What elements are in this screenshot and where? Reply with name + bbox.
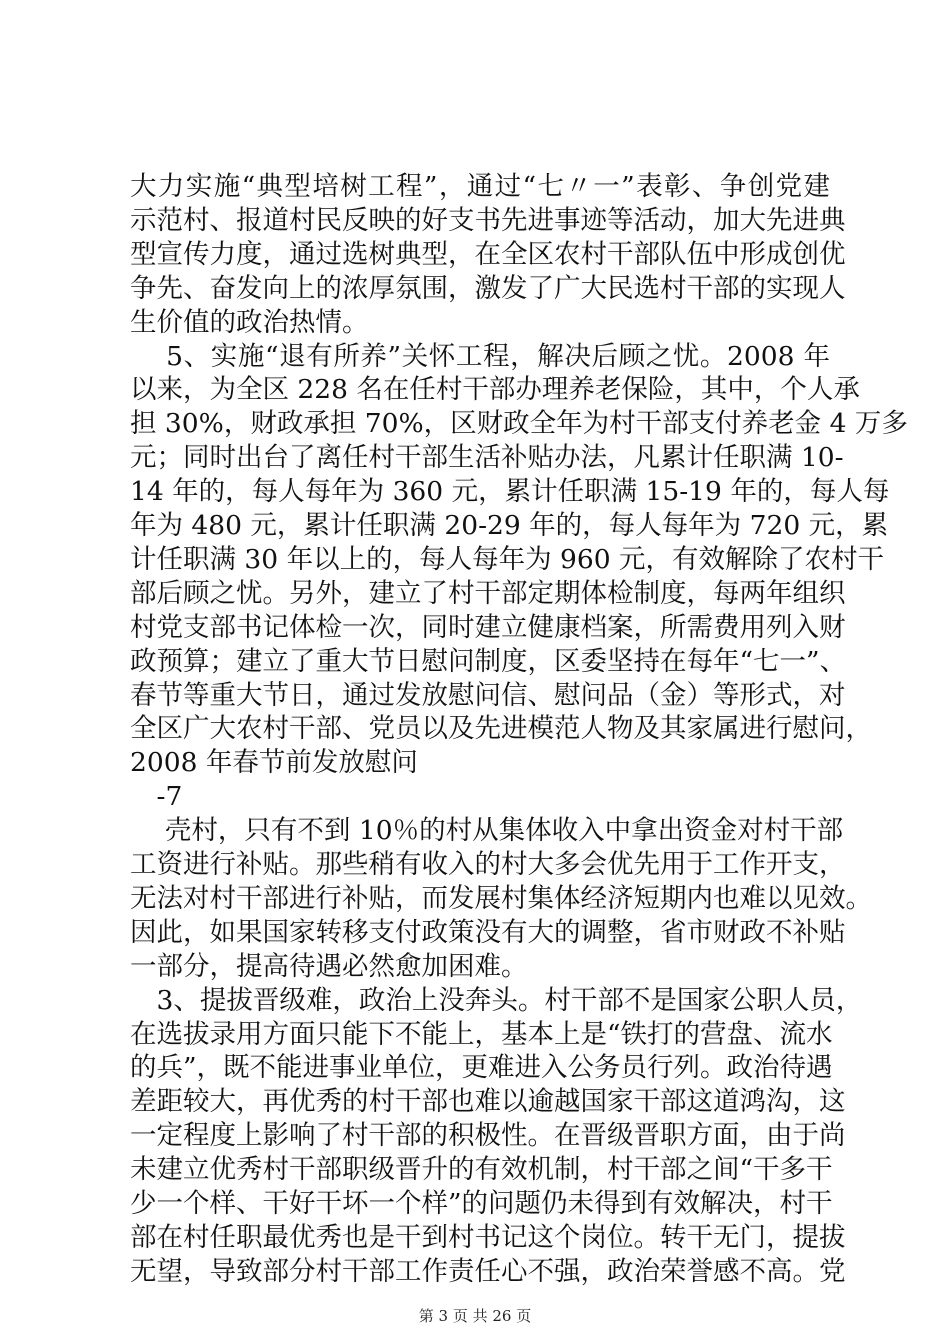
text-line: 示范村、报道村民反映的好支书先进事迹等活动，加大先进典	[130, 204, 846, 236]
text-line: 政预算；建立了重大节日慰问制度，区委坚持在每年“七一”、	[130, 645, 847, 677]
page-footer: 第 3 页 共 26 页	[418, 1307, 532, 1325]
text-line: 工资进行补贴。那些稍有收入的村大多会优先用于工作开支，	[130, 849, 846, 880]
text-line: 因此，如果国家转移支付政策没有大的调整，省市财政不补贴	[130, 916, 846, 948]
text-line: 差距较大，再优秀的村干部也难以逾越国家干部这道鸿沟，这	[130, 1086, 846, 1118]
text-line: 大力实施“典型培树工程”，通过“七〃一”表彰、争创党建	[130, 171, 830, 202]
text-line: 未建立优秀村干部职级晋升的有效机制，村干部之间“干多干	[130, 1154, 833, 1186]
text-line: 5、实施“退有所养”关怀工程，解决后顾之忧。2008 年	[130, 340, 830, 372]
text-line: 的兵”，既不能进事业单位，更难进入公务员行列。政治待遇	[130, 1052, 833, 1084]
text-line: -7	[130, 781, 183, 813]
text-line: 计任职满 30 年以上的，每人每年为 960 元，有效解除了农村干	[130, 543, 884, 575]
text-line: 在选拔录用方面只能下不能上，基本上是“铁打的营盘、流水	[130, 1018, 833, 1050]
text-line: 以来，为全区 228 名在任村干部办理养老保险，其中，个人承	[130, 374, 860, 406]
text-line: 部在村任职最优秀也是干到村书记这个岗位。转干无门，提拔	[130, 1221, 846, 1253]
text-line: 春节等重大节日，通过发放慰问信、慰问品（金）等形式，对	[130, 679, 846, 711]
text-line: 争先、奋发向上的浓厚氛围，激发了广大民选村干部的实现人	[130, 272, 846, 304]
text-line: 2008 年春节前发放慰问	[130, 747, 418, 779]
text-line: 一部分，提高待遇必然愈加困难。	[130, 950, 528, 982]
text-line: 担 30%，财政承担 70%，区财政全年为村干部支付养老金 4 万多	[130, 408, 908, 440]
text-line: 部后顾之忧。另外，建立了村干部定期体检制度，每两年组织	[130, 577, 846, 609]
text-line: 元；同时出台了离任村干部生活补贴办法，凡累计任职满 10-	[130, 442, 844, 474]
text-line: 生价值的政治热情。	[130, 306, 369, 338]
text-line: 一定程度上影响了村干部的积极性。在晋级晋职方面，由于尚	[130, 1120, 846, 1152]
text-line: 型宣传力度，通过选树典型，在全区农村干部队伍中形成创优	[130, 238, 846, 270]
text-line: 年为 480 元，累计任职满 20-29 年的，每人每年为 720 元，累	[130, 510, 889, 541]
text-line: 村党支部书记体检一次，同时建立健康档案，所需费用列入财	[130, 611, 846, 643]
text-line: 全区广大农村干部、党员以及先进模范人物及其家属进行慰问，	[130, 713, 872, 745]
text-line: 3、提拔晋级难，政治上没奔头。村干部不是国家公职人员，	[130, 984, 863, 1016]
text-line: 无法对村干部进行补贴，而发展村集体经济短期内也难以见效。	[130, 882, 872, 914]
text-line: 14 年的，每人每年为 360 元，累计任职满 15-19 年的，每人每	[130, 476, 890, 508]
text-line: 壳村，只有不到 10％的村从集体收入中拿出资金对村干部	[130, 815, 844, 847]
text-line: 少一个样、干好干坏一个样”的问题仍未得到有效解决，村干	[130, 1188, 833, 1219]
text-line: 无望，导致部分村干部工作责任心不强，政治荣誉感不高。党	[130, 1255, 846, 1287]
